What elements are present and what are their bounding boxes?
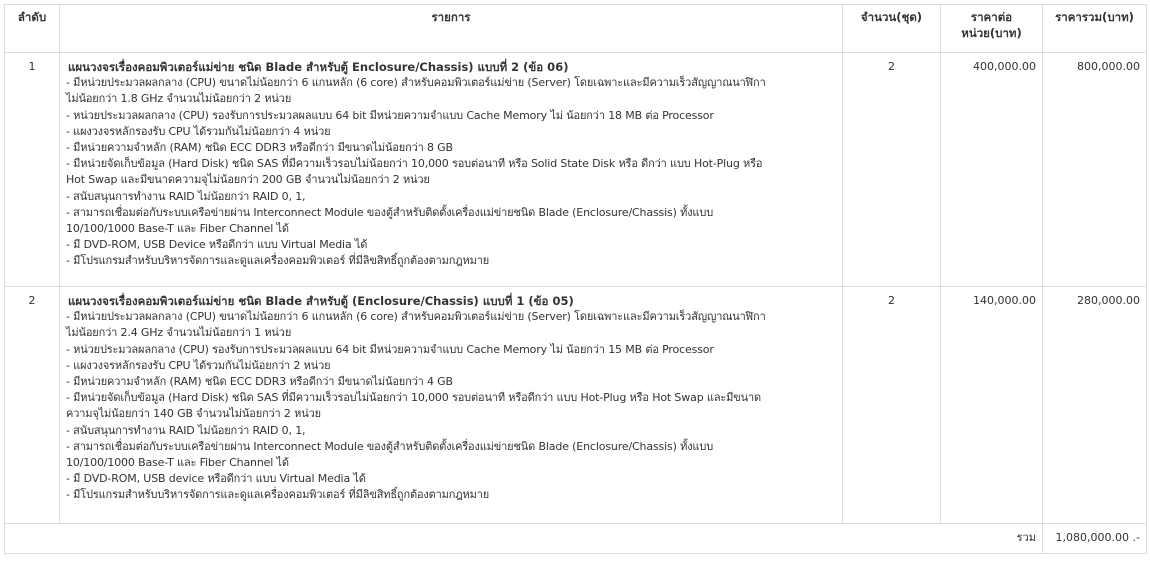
spec-line: - มีหน่วยประมวลผลกลาง (CPU) ขนาดไม่น้อยกว่า 6 แกนหลัก (6 core) สำหรับคอมพิวเตอร์แม่ข่าย (Server) โดยเฉพาะและมีความเร็วสัญญาณนาฬิกา <box>66 76 766 90</box>
spec-line: - มีหน่วยจัดเก็บข้อมูล (Hard Disk) ชนิด SAS ที่มีความเร็วรอบไม่น้อยกว่า 10,000 รอบต่อนาที หรือ Solid State Disk หรือ ดีกว่า แบบ Hot-Plug หรือ <box>66 157 763 171</box>
header-unit-price: ราคาต่อ หน่วย(บาท) <box>941 5 1043 53</box>
spec-line: - แผงวงจรหลักรองรับ CPU ได้รวมกันไม่น้อยกว่า 2 หน่วย <box>66 358 331 372</box>
spec-line: - สามารถเชื่อมต่อกับระบบเครือข่ายผ่าน Interconnect Module ของตู้สำหรับติดตั้งเครื่องแม่ข่ายชนิด Blade (Enclosure/Chassis) ทั้งแบบ <box>66 439 714 453</box>
spec-line: - แผงวงจรหลักรองรับ CPU ได้รวมกันไม่น้อยกว่า 4 หน่วย <box>66 124 331 138</box>
row-qty: 2 <box>843 53 941 287</box>
spec-line: - มี DVD-ROM, USB Device หรือดีกว่า แบบ Virtual Media ได้ <box>66 238 368 252</box>
table-header-row <box>5 5 1147 53</box>
row-qty: 2 <box>843 287 941 524</box>
spec-line: Hot Swap และมีขนาดความจุไม่น้อยกว่า 200 GB จำนวนไม่น้อยกว่า 2 หน่วย <box>66 173 430 187</box>
row-unit-price: 400,000.00 <box>941 53 1043 287</box>
spec-line: - มีหน่วยความจำหลัก (RAM) ชนิด ECC DDR3 หรือดีกว่า มีขนาดไม่น้อยกว่า 4 GB <box>66 375 453 389</box>
spec-line: 10/100/1000 Base-T และ Fiber Channel ได้ <box>66 456 289 470</box>
row-total: 800,000.00 <box>1043 53 1147 287</box>
row-unit-price: 140,000.00 <box>941 287 1043 524</box>
spec-line: - หน่วยประมวลผลกลาง (CPU) รองรับการประมวลผลแบบ 64 bit มีหน่วยความจำแบบ Cache Memory ไม่ น้อยกว่า 15 MB ต่อ Processor <box>66 342 714 356</box>
price-table <box>4 4 1147 554</box>
header-total: ราคารวม(บาท) <box>1043 5 1147 53</box>
row-description <box>60 287 843 524</box>
spec-line: - หน่วยประมวลผลกลาง (CPU) รองรับการประมวลผลแบบ 64 bit มีหน่วยความจำแบบ Cache Memory ไม่ น้อยกว่า 18 MB ต่อ Processor <box>66 108 714 122</box>
summary-total: 1,080,000.00 .- <box>1043 524 1147 554</box>
header-item: รายการ <box>60 5 843 53</box>
spec-line: - สนับสนุนการทำงาน RAID ไม่น้อยกว่า RAID 0, 1, <box>66 189 306 203</box>
table-row <box>5 53 1147 287</box>
spec-line: - มีโปรแกรมสำหรับบริหารจัดการและดูแลเครื่องคอมพิวเตอร์ ที่มีลิขสิทธิ์ถูกต้องตามกฎหมาย <box>66 254 490 268</box>
header-no: ลำดับ <box>5 5 60 53</box>
spec-line: - มีหน่วยประมวลผลกลาง (CPU) ขนาดไม่น้อยกว่า 6 แกนหลัก (6 core) สำหรับคอมพิวเตอร์แม่ข่าย (Server) โดยเฉพาะและมีความเร็วสัญญาณนาฬิกา <box>66 310 766 324</box>
spec-line: - สามารถเชื่อมต่อกับระบบเครือข่ายผ่าน Interconnect Module ของตู้สำหรับติดตั้งเครื่องแม่ข่ายชนิด Blade (Enclosure/Chassis) ทั้งแบบ <box>66 205 714 219</box>
spec-line: - สนับสนุนการทำงาน RAID ไม่น้อยกว่า RAID 0, 1, <box>66 423 306 437</box>
row-no: 1 <box>5 53 60 287</box>
spec-line: - มีหน่วยจัดเก็บข้อมูล (Hard Disk) ชนิด SAS ที่มีความเร็วรอบไม่น้อยกว่า 10,000 รอบต่อนาที หรือดีกว่า แบบ Hot-Plug หรือ Hot Swap และมีขนาด <box>66 391 762 405</box>
spec-line: 10/100/1000 Base-T และ Fiber Channel ได้ <box>66 222 289 236</box>
row-total: 280,000.00 <box>1043 287 1147 524</box>
item-title: แผนวงจรเรื่องคอมพิวเตอร์แม่ข่าย ชนิด Blade สำหรับตู้ Enclosure/Chassis) แบบที่ 2 (ข้อ 06) <box>68 60 569 74</box>
row-no: 2 <box>5 287 60 524</box>
spec-line: - มี DVD-ROM, USB device หรือดีกว่า แบบ Virtual Media ได้ <box>66 472 366 486</box>
spec-line: ไม่น้อยกว่า 1.8 GHz จำนวนไม่น้อยกว่า 2 หน่วย <box>66 92 292 106</box>
spec-line: ความจุไม่น้อยกว่า 140 GB จำนวนไม่น้อยกว่า 2 หน่วย <box>66 407 321 421</box>
table-row <box>5 287 1147 524</box>
item-title: แผนวงจรเรื่องคอมพิวเตอร์แม่ข่าย ชนิด Blade สำหรับตู้ (Enclosure/Chassis) แบบที่ 1 (ข้อ 05) <box>68 294 574 308</box>
spec-line: - มีหน่วยความจำหลัก (RAM) ชนิด ECC DDR3 หรือดีกว่า มีขนาดไม่น้อยกว่า 8 GB <box>66 141 453 155</box>
summary-label: รวม <box>5 524 1043 554</box>
spec-line: - มีโปรแกรมสำหรับบริหารจัดการและดูแลเครื่องคอมพิวเตอร์ ที่มีลิขสิทธิ์ถูกต้องตามกฎหมาย <box>66 488 490 502</box>
summary-row <box>5 524 1147 554</box>
row-description <box>60 53 843 287</box>
header-qty: จำนวน(ชุด) <box>843 5 941 53</box>
spec-line: ไม่น้อยกว่า 2.4 GHz จำนวนไม่น้อยกว่า 1 หน่วย <box>66 326 292 340</box>
